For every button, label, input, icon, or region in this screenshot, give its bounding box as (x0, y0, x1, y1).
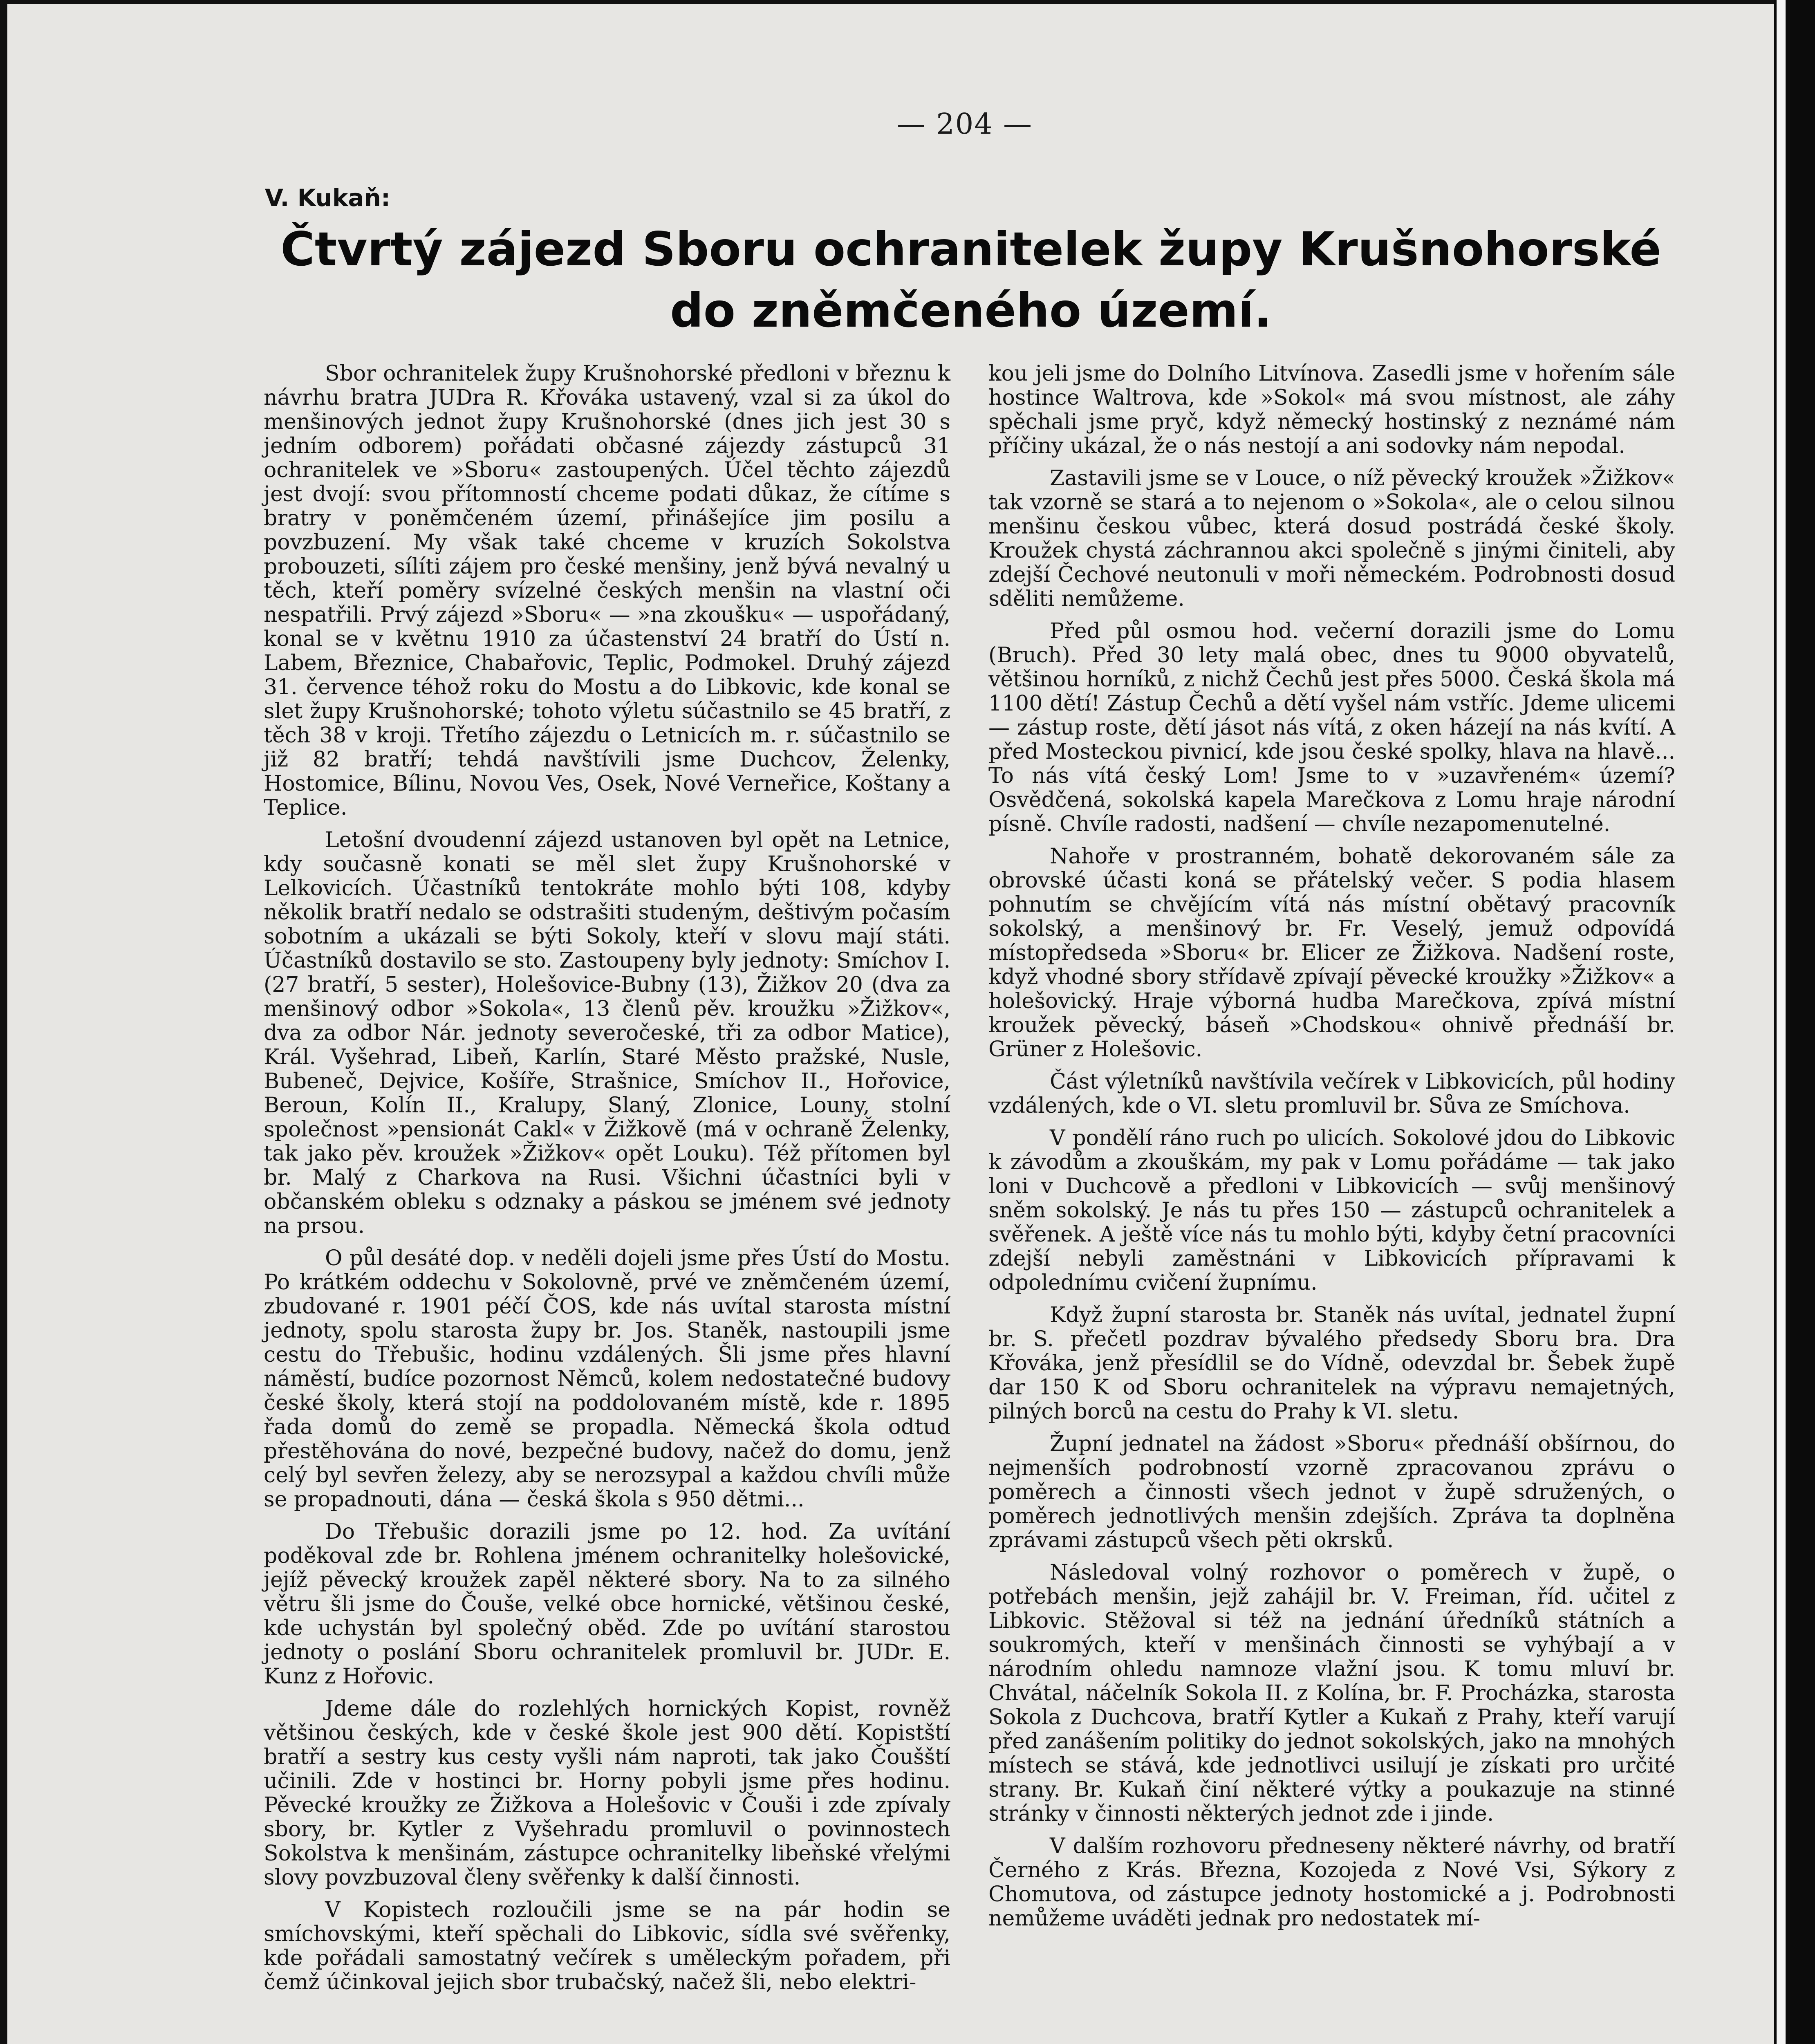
article-title: Čtvrtý zájezd Sboru ochranitelek župy Krušnohorské do zněmčeného území. (280, 222, 1661, 338)
paragraph: Jdeme dále do rozlehlých hornických Kopist, rovněž většinou českých, kde v české škole jest 900 dětí. Kopistští bratří a sestry kus cesty vyšli nám naproti, tak jako Čoušští učinili. Zde v hostinci br. Horny pobyli jsme přes hodinu. Pěvecké kroužky ze Žižkova a Holešovic v Čouši i zde zpívaly sbory, br. Kytler z Vyšehradu promluvil o povinnostech Sokolstva k menšinám, zástupce ochranitelky libeňské vřelými slovy povzbuzoval členy svěřenky k další činnosti. (264, 1697, 950, 1890)
paragraph: Do Třebušic dorazili jsme po 12. hod. Za uvítání poděkoval zde br. Rohlena jménem ochranitelky holešovické, jejíž pěvecký kroužek zapěl některé sbory. Na to za silného větru šli jsme do Čouše, velké obce hornické, většinou české, kde uchystán byl společný oběd. Zde po uvítání starostou jednoty o poslání Sboru ochranitelek promluvil br. JUDr. E. Kunz z Hořovic. (264, 1520, 950, 1689)
paragraph: V pondělí ráno ruch po ulicích. Sokolové jdou do Libkovic k závodům a zkouškám, my pak v Lomu pořádáme — tak jako loni v Duchcově a předloni v Libkovicích — svůj menšinový sněm sokolský. Je nás tu přes 150 — zástupců ochranitelek a svěřenek. A ještě více nás tu mohlo býti, kdyby četní pracovníci zdejší nebyli zaměstnáni v Libkovicích přípravami k odpolednímu cvičení župnímu. (988, 1126, 1675, 1295)
paragraph: Když župní starosta br. Staněk nás uvítal, jednatel župní br. S. přečetl pozdrav bývalého předsedy Sboru bra. Dra Křováka, jenž přesídlil se do Vídně, odevzdal br. Šebek župě dar 150 K od Sboru ochranitelek na výpravu nemajetných, pilných borců na cestu do Prahy k VI. sletu. (988, 1303, 1675, 1424)
article-author: V. Kukaň: (265, 184, 391, 212)
text-column-left (264, 362, 950, 2003)
paragraph-continued: kou jeli jsme do Dolního Litvínova. Zasedli jsme v hořením sále hostince Waltrova, kde »Sokol« má svou místnost, ale záhy spěchali jsme pryč, když německý hostinský z neznámé nám příčiny ukázal, že o nás nestojí a ani sodovky nám nepodal. (988, 361, 1675, 458)
paragraph: O půl desáté dop. v neděli dojeli jsme přes Ústí do Mostu. Po krátkém oddechu v Sokolovně, prvé ve zněmčeném území, zbudované r. 1901 péčí ČOS, kde nás uvítal starosta místní jednoty, spolu starosta župy br. Jos. Staněk, nastoupili jsme cestu do Třebušic, hodinu vzdálených. Šli jsme přes hlavní náměstí, budíce pozornost Němců, kolem nedostatečné budovy české školy, která stojí na poddolovaném místě, kde r. 1895 řada domů do země se propadla. Německá škola odtud přestěhována do nové, bezpečné budovy, načež do domu, jenž celý byl sevřen železy, aby se nerozsypal a každou chvíli může se propadnouti, dána — česká škola s 950 dětmi... (264, 1246, 950, 1512)
paragraph: V Kopistech rozloučili jsme se na pár hodin se smíchovskými, kteří spěchali do Libkovic, sídla své svěřenky, kde pořádali samostatný večírek s uměleckým pořadem, při čemž účinkoval jejich sbor trubačský, načež šli, nebo elektri- (264, 1898, 950, 1995)
paragraph: Nahoře v prostranném, bohatě dekorovaném sále za obrovské účasti koná se přátelský večer. S podia hlasem pohnutím se chvějícím vítá nás místní obětavý pracovník sokolský, a menšinový br. Fr. Veselý, jemuž odpovídá místopředseda »Sboru« br. Elicer ze Žižkova. Nadšení roste, když vhodné sbory střídavě zpívají pěvecké kroužky »Žižkov« a holešovický. Hraje výborná hudba Marečkova, zpívá místní kroužek pěvecký, báseň »Chodskou« ohnivě přednáší br. Grüner z Holešovic. (988, 844, 1675, 1062)
paragraph: Letošní dvoudenní zájezd ustanoven byl opět na Letnice, kdy současně konati se měl slet župy Krušnohorské v Lelkovicích. Účastníků tentokráte mohlo býti 108, kdyby několik bratří nedalo se odstrašiti studeným, deštivým počasím sobotním a ukázali se býti Sokoly, kteří v slovu mají státi. Účastníků dostavilo se sto. Zastoupeny byly jednoty: Smíchov I. (27 bratří, 5 sester), Holešovice-Bubny (13), Žižkov 20 (dva za menšinový odbor »Sokola«, 13 členů pěv. kroužku »Žižkov«, dva za odbor Nár. jednoty severočeské, tři za odbor Matice), Král. Vyšehrad, Libeň, Karlín, Staré Město pražské, Nusle, Bubeneč, Dejvice, Košíře, Strašnice, Smíchov II., Hořovice, Beroun, Kolín II., Kralupy, Slaný, Zlonice, Louny, stolní společnost »pensionát Cakl« v Žižkově (má v ochraně Želenky, tak jako pěv. kroužek »Žižkov« opět Louku). Též přítomen byl br. Malý z Charkova na Rusi. Všichni účastníci byli v občanském obleku s odznaky a páskou se jménem své jednoty na prsou. (264, 828, 950, 1238)
text-column-right (988, 362, 1675, 1939)
paragraph: Sbor ochranitelek župy Krušnohorské předloni v březnu k návrhu bratra JUDra R. Křováka ustavený, vzal si za úkol do menšinových jednot župy Krušnohorské (dnes jich jest 30 s jedním odborem) pořádati občasné zájezdy zástupců 31 ochranitelek ve »Sboru« zastoupených. Účel těchto zájezdů jest dvojí: svou přítomností chceme podati důkaz, že cítíme s bratry v poněmčeném území, přinášejíce jim posilu a povzbuzení. My však také chceme v kruzích Sokolstva probouzeti, sílíti zájem pro české menšiny, jenž bývá nevalný u těch, kteří poměry svízelné českých menšin na vlastní oči nespatřili. Prvý zájezd »Sboru« — »na zkoušku« — uspořádaný, konal se v květnu 1910 za účastenství 24 bratří do Ústí n. Labem, Březnice, Chabařovic, Teplic, Podmokel. Druhý zájezd 31. července téhož roku do Mostu a do Libkovic, kde konal se slet župy Krušnohorské; tohoto výletu súčastnilo se 45 bratří, z těch 38 v kroji. Třetího zájezdu o Letnicích m. r. súčastnilo se již 82 bratří; tehdá navštívili jsme Duchcov, Želenky, Hostomice, Bílinu, Novou Ves, Osek, Nové Verneřice, Koštany a Teplice. (264, 361, 950, 820)
paragraph: Zastavili jsme se v Louce, o níž pěvecký kroužek »Žižkov« tak vzorně se stará a to nejenom o »Sokola«, ale o celou silnou menšinu českou vůbec, která dosud postrádá české školy. Kroužek chystá záchrannou akci společně s jinými činiteli, aby zdejší Čechové neutonuli v moři německém. Podrobnosti dosud sděliti nemůžeme. (988, 466, 1675, 611)
paragraph: Župní jednatel na žádost »Sboru« přednáší obšírnou, do nejmenších podrobností vzorně zpracovanou zprávu o poměrech a činnosti všech jednot v župě sdružených, o poměrech jednotlivých menšin zdejších. Zpráva ta doplněna zprávami zástupců všech pěti okrsků. (988, 1432, 1675, 1553)
page-number: — 204 — (896, 107, 1033, 141)
paragraph: Následoval volný rozhovor o poměrech v župě, o potřebách menšin, jejž zahájil br. V. Freiman, říd. učitel z Libkovic. Stěžoval si též na jednání úředníků státních a soukromých, kteří v menšinách činnosti se vyhýbají a v národním ohledu namnoze vlažní jsou. K tomu mluví br. Chvátal, náčelník Sokola II. z Kolína, br. F. Procházka, starosta Sokola z Duchcova, bratří Kytler a Kukaň z Prahy, kteří varují před zanášením politiky do jednot sokolských, jako na mnohých místech se stává, kde jednotlivci usilují je získati pro určité strany. Br. Kukaň činí některé výtky a poukazuje na stinné stránky v činnosti některých jednot zde i jinde. (988, 1560, 1675, 1826)
paragraph: Před půl osmou hod. večerní dorazili jsme do Lomu (Bruch). Před 30 lety malá obec, dnes tu 9000 obyvatelů, většinou horníků, z nichž Čechů jest přes 5000. Česká škola má 1100 dětí! Zástup Čechů a dětí vyšel nám vstříc. Jdeme ulicemi — zástup roste, dětí jásot nás vítá, z oken házejí na nás kvítí. A před Mosteckou pivnicí, kde jsou české spolky, hlava na hlavě... To nás vítá český Lom! Jsme to v »uzavřeném« území? Osvědčená, sokolská kapela Marečkova z Lomu hraje národní písně. Chvíle radosti, nadšení — chvíle nezapomenutelné. (988, 619, 1675, 836)
paragraph: Část výletníků navštívila večírek v Libkovicích, půl hodiny vzdálených, kde o VI. sletu promluvil br. Sůva ze Smíchova. (988, 1069, 1675, 1118)
page-edge-highlight (1777, 0, 1786, 2044)
paragraph: V dalším rozhovoru předneseny některé návrhy, od bratří Černého z Krás. Března, Kozojeda z Nové Vsi, Sýkory z Chomutova, od zástupce jednoty hostomické a j. Podrobnosti nemůžeme uváděti jednak pro nedostatek mí- (988, 1834, 1675, 1931)
